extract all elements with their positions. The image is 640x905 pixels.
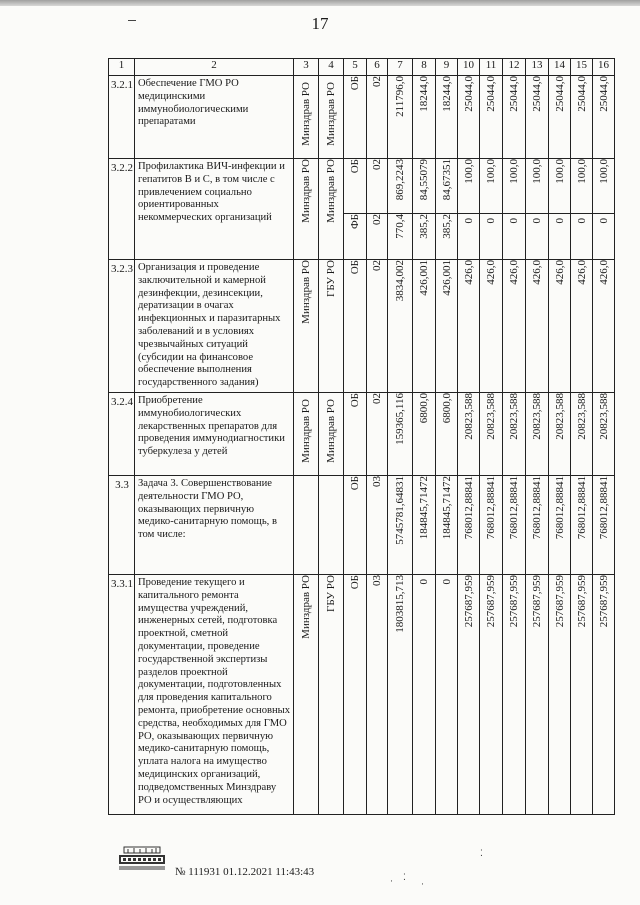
cell-value: 184845,71472 — [418, 476, 430, 540]
participant: Минздрав РО — [325, 159, 337, 223]
table-row — [109, 159, 615, 214]
col-header: 7 — [388, 59, 413, 76]
cell-value: 25044,0 — [508, 76, 520, 112]
col-header: 4 — [319, 59, 344, 76]
scan-speck: ⁚ — [480, 848, 483, 858]
cell-value: 0 — [508, 217, 520, 223]
table-row — [109, 476, 615, 575]
cell-value: 0 — [553, 217, 566, 223]
col-header: 10 — [458, 59, 480, 76]
cell-value: 0 — [575, 217, 588, 223]
col-header: 1 — [109, 59, 135, 76]
cell-value: 100,0 — [553, 159, 566, 184]
col-header: 3 — [294, 59, 319, 76]
row-number: 3.2.3 — [109, 260, 135, 393]
cell-value: 0 — [531, 217, 543, 223]
col-header: 2 — [135, 59, 294, 76]
cell-value: 768012,88841 — [508, 476, 520, 540]
col-header: 8 — [413, 59, 436, 76]
code: 02 — [371, 260, 383, 271]
cell-value: 869,2243 — [394, 159, 406, 201]
code: 02 — [371, 159, 383, 170]
cell-value: 426,0 — [485, 260, 497, 285]
col-header: 9 — [436, 59, 458, 76]
executor: Минздрав РО — [300, 159, 312, 223]
row-number: 3.3 — [109, 476, 135, 575]
page-number: 17 — [311, 14, 329, 33]
cell-value: 3834,002 — [394, 260, 406, 302]
row-name: Профилактика ВИЧ-инфекции и гепатитов В и С, в том числе с привлечением социально ориентированных некоммерческих организаций — [135, 159, 294, 260]
cell-value: 20823,588 — [575, 393, 588, 440]
cell-value: 426,0 — [508, 260, 520, 285]
row-number: 3.2.4 — [109, 393, 135, 476]
cell-value: 768012,88841 — [553, 476, 566, 540]
cell-value: 20823,588 — [553, 393, 566, 440]
scan-speck: · — [390, 876, 393, 886]
cell-value: 768012,88841 — [575, 476, 588, 540]
cell-value: 257687,959 — [553, 575, 566, 628]
cell-value: 768012,88841 — [531, 476, 543, 540]
cell-value: 257687,959 — [531, 575, 543, 628]
cell-value: 385,2 — [440, 214, 453, 239]
cell-value: 770,4 — [394, 214, 406, 239]
cell-value: 426,0 — [462, 260, 475, 285]
funding-source: ОБ — [349, 260, 361, 275]
cell-value: 18244,0 — [440, 76, 453, 112]
cell-value: 20823,588 — [462, 393, 475, 440]
cell-value: 426,0 — [597, 260, 610, 285]
cell-value: 257687,959 — [575, 575, 588, 628]
cell-value: 100,0 — [462, 159, 475, 184]
cell-value: 18244,0 — [418, 76, 430, 112]
cell-value: 100,0 — [597, 159, 610, 184]
cell-value: 0 — [485, 217, 497, 223]
row-name: Обеспечение ГМО РО медицинскими иммунобиологическими препаратами — [135, 76, 294, 159]
cell-value: 426,0 — [553, 260, 566, 285]
code: 03 — [371, 575, 383, 586]
cell-value: 184845,71472 — [440, 476, 453, 540]
table-row — [109, 575, 615, 815]
funding-source: ОБ — [349, 76, 361, 91]
table-row — [109, 76, 615, 159]
cell-value: 25044,0 — [485, 76, 497, 112]
cell-value: 100,0 — [485, 159, 497, 184]
scan-speck: · — [421, 879, 424, 889]
row-number: 3.2.1 — [109, 76, 135, 159]
row-number: 3.3.1 — [109, 575, 135, 815]
cell-value: 0 — [418, 578, 430, 584]
cell-value: 257687,959 — [462, 575, 475, 628]
funding-source: ОБ — [349, 393, 361, 408]
cell-value: 25044,0 — [597, 76, 610, 112]
cell-value: 426,001 — [440, 260, 453, 296]
cell-value: 25044,0 — [462, 76, 475, 112]
cell-value: 6800,0 — [440, 393, 453, 424]
scan-speck: ⁚ — [403, 872, 406, 882]
cell-value: 100,0 — [575, 159, 588, 184]
cell-value: 25044,0 — [553, 76, 566, 112]
col-header: 13 — [526, 59, 549, 76]
row-number: 3.2.2 — [109, 159, 135, 260]
executor: Минздрав РО — [300, 82, 312, 146]
budget-table — [108, 58, 615, 815]
cell-value: 257687,959 — [597, 575, 610, 628]
cell-value: 5745781,64831 — [394, 476, 406, 545]
participant — [319, 476, 344, 575]
cell-value: 0 — [462, 217, 475, 223]
cell-value: 20823,588 — [485, 393, 497, 440]
code: 02 — [371, 76, 383, 87]
table-row — [109, 393, 615, 476]
col-header: 16 — [593, 59, 615, 76]
executor — [294, 476, 319, 575]
cell-value: 6800,0 — [418, 393, 430, 424]
cell-value: 768012,88841 — [485, 476, 497, 540]
cell-value: 768012,88841 — [597, 476, 610, 540]
cell-value: 100,0 — [508, 159, 520, 184]
row-name: Приобретение иммунобиологических лекарственных препаратов для проведения иммунодиагностики туберкулеза у детей — [135, 393, 294, 476]
cell-value: 426,0 — [575, 260, 588, 285]
electronic-document-logo — [118, 845, 166, 871]
executor: Минздрав РО — [300, 399, 312, 463]
cell-value: 159365,116 — [394, 393, 406, 445]
cell-value: 426,001 — [418, 260, 430, 296]
cell-value: 84,67351 — [440, 159, 453, 201]
code: 03 — [371, 476, 383, 487]
row-name: Организация и проведение заключительной и камерной дезинфекции, дезинсекции, дератизации в очагах инфекционных и паразитарных заболеваний и в условиях чрезвычайных ситуаций (субсидии на финансовое обеспечение выполнения государственного задания) — [135, 260, 294, 393]
funding-source: ФБ — [349, 214, 361, 230]
cell-value: 385,2 — [418, 214, 430, 239]
col-header: 5 — [344, 59, 367, 76]
executor: Минздрав РО — [300, 575, 312, 639]
cell-value: 20823,588 — [531, 393, 543, 440]
table-row — [109, 260, 615, 393]
cell-value: 20823,588 — [508, 393, 520, 440]
funding-source: ОБ — [349, 575, 361, 590]
participant: Минздрав РО — [325, 399, 337, 463]
col-header: 12 — [503, 59, 526, 76]
cell-value: 768012,88841 — [462, 476, 475, 540]
code: 02 — [371, 393, 383, 404]
cell-value: 426,0 — [531, 260, 543, 285]
code: 02 — [371, 214, 383, 225]
cell-value: 25044,0 — [531, 76, 543, 112]
cell-value: 257687,959 — [508, 575, 520, 628]
cell-value: 257687,959 — [485, 575, 497, 628]
column-number-row — [109, 59, 615, 76]
funding-source: ОБ — [349, 476, 361, 491]
cell-value: 84,55079 — [418, 159, 430, 201]
registration-stamp: № 111931 01.12.2021 11:43:43 — [175, 866, 315, 878]
funding-source: ОБ — [349, 159, 361, 174]
cell-value: 1803815,713 — [394, 575, 406, 633]
col-header: 6 — [367, 59, 388, 76]
col-header: 14 — [549, 59, 571, 76]
col-header: 11 — [480, 59, 503, 76]
row-name: Задача 3. Совершенствование деятельности ГМО РО, оказывающих первичную медико-санитарную помощь, в том числе: — [135, 476, 294, 575]
participant: ГБУ РО — [325, 575, 337, 613]
cell-value: 0 — [440, 578, 453, 584]
cell-value: 0 — [597, 217, 610, 223]
participant: ГБУ РО — [325, 260, 337, 298]
executor: Минздрав РО — [300, 260, 312, 324]
cell-value: 25044,0 — [575, 76, 588, 112]
cell-value: 100,0 — [531, 159, 543, 184]
cell-value: 211796,0 — [394, 76, 406, 117]
row-name: Проведение текущего и капитального ремонта имущества учреждений, инженерных сетей, подготовка проектной, сметной документации, проведение государственной экспертизы разделов проектной документации, подготовленных для проведения капитального ремонта, приобретение основных средства, необходимых для ГМО РО, оказывающих первичную медико-санитарную помощь, уплата налога на имущество медицинских организаций, подведомственных Минздраву РО и осуществляющих — [135, 575, 294, 815]
cell-value: 20823,588 — [597, 393, 610, 440]
scan-top-edge — [0, 0, 640, 6]
participant: Минздрав РО — [325, 82, 337, 146]
col-header: 15 — [571, 59, 593, 76]
